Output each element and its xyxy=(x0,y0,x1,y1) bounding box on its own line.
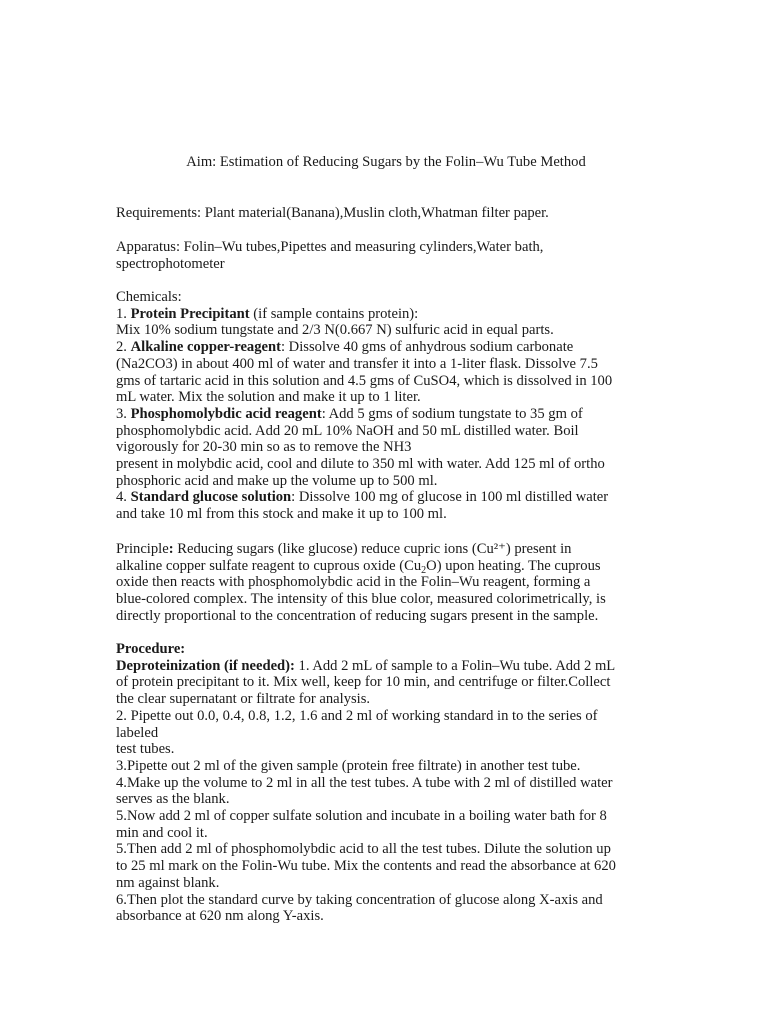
chemical-item-4 xyxy=(116,489,656,506)
step-text: 1. Add 2 mL of sample to a Folin–Wu tube. Add 2 mL xyxy=(294,657,616,674)
item-number: 4. xyxy=(116,489,131,506)
item-text: : Dissolve 100 mg of glucose in 100 ml distilled water xyxy=(291,489,609,506)
chemical-item-line: present in molybdic acid, cool and dilute to 350 ml with water. Add 125 ml of ortho xyxy=(116,456,605,473)
procedure-line: serves as the blank. xyxy=(116,791,230,808)
principle-section xyxy=(116,541,656,625)
procedure-line: of protein precipitant to it. Mix well, keep for 10 min, and centrifuge or filter.Collect xyxy=(116,674,611,691)
apparatus-line: Apparatus: Folin–Wu tubes,Pipettes and measuring cylinders,Water bath, xyxy=(116,239,544,255)
principle-line: oxide then reacts with phosphomolybdic acid in the Folin–Wu reagent, forming a xyxy=(116,574,591,591)
chemical-item-3 xyxy=(116,406,656,423)
procedure-step-5a: 5.Now add 2 ml of copper sulfate solution and incubate in a boiling water bath for 8 xyxy=(116,808,607,825)
procedure-step-1 xyxy=(116,658,656,675)
procedure-step-4: 4.Make up the volume to 2 ml in all the test tubes. A tube with 2 ml of distilled water xyxy=(116,774,613,791)
chemical-item-line: phosphomolybdic acid. Add 20 mL 10% NaOH and 50 mL distilled water. Boil xyxy=(116,422,579,439)
step-label: Deproteinization (if needed): xyxy=(116,657,295,674)
item-number: 3. xyxy=(116,405,131,422)
chemical-item-line: Mix 10% sodium tungstate and 2/3 N(0.667 N) sulfuric acid in equal parts. xyxy=(116,322,554,339)
chemical-item-line: (Na2CO3) in about 400 ml of water and transfer it into a 1-liter flask. Dissolve 7.5 xyxy=(116,355,598,372)
principle-line xyxy=(116,558,656,575)
procedure-step-5b: 5.Then add 2 ml of phosphomolybdic acid to all the test tubes. Dilute the solution up xyxy=(116,841,611,858)
procedure-step-3: 3.Pipette out 2 ml of the given sample (protein free filtrate) in another test tube. xyxy=(116,757,581,774)
apparatus-line: spectrophotometer xyxy=(116,255,225,272)
chemical-item-line: mL water. Mix the solution and make it up to 1 liter. xyxy=(116,389,421,406)
procedure-line: to 25 ml mark on the Folin-Wu tube. Mix the contents and read the absorbance at 620 xyxy=(116,858,616,875)
chemical-item-line: vigorously for 20-30 min so as to remove the NH3 xyxy=(116,439,412,456)
chemical-item-line: phosphoric acid and make up the volume up to 500 ml. xyxy=(116,472,438,489)
item-name: Alkaline copper-reagent xyxy=(130,339,281,356)
apparatus-section xyxy=(116,239,656,272)
chemical-item-line: gms of tartaric acid in this solution and 4.5 gms of CuSO4, which is dissolved in 100 xyxy=(116,372,613,389)
subscript-two: 2 xyxy=(421,564,427,576)
item-text: : Dissolve 40 gms of anhydrous sodium carbonate xyxy=(280,339,574,356)
principle-text: O) upon heating. The cuprous xyxy=(426,557,601,574)
procedure-line: nm against blank. xyxy=(116,874,220,891)
procedure-step-6: 6.Then plot the standard curve by taking concentration of glucose along X-axis and xyxy=(116,891,603,908)
procedure-line: the clear supernatant or filtrate for analysis. xyxy=(116,691,371,708)
item-number: 2. xyxy=(116,339,131,356)
item-text: (if sample contains protein): xyxy=(249,305,419,322)
principle-line: directly proportional to the concentration of reducing sugars present in the sample. xyxy=(116,607,599,624)
principle-label: Principle xyxy=(116,541,169,557)
item-name: Standard glucose solution xyxy=(130,489,292,506)
item-number: 1. xyxy=(116,305,131,322)
principle-text: alkaline copper sulfate reagent to cuprous oxide (Cu xyxy=(116,557,422,574)
chemical-item-2 xyxy=(116,339,656,356)
page-title: Aim: Estimation of Reducing Sugars by the Folin–Wu Tube Method xyxy=(186,154,586,170)
requirements-section xyxy=(116,205,656,222)
chemicals-section xyxy=(116,289,656,523)
principle-text: Reducing sugars (like glucose) reduce cupric ions (Cu²⁺) present in xyxy=(173,541,572,557)
procedure-line: min and cool it. xyxy=(116,824,208,841)
principle-line: blue-colored complex. The intensity of this blue color, measured colorimetrically, is xyxy=(116,591,606,608)
procedure-heading-text: Procedure: xyxy=(116,641,186,657)
item-name: Phosphomolybdic acid reagent xyxy=(130,405,322,422)
procedure-heading xyxy=(116,641,656,658)
procedure-line: test tubes. xyxy=(116,741,175,758)
chemical-item-line: and take 10 ml from this stock and make it up to 100 ml. xyxy=(116,506,447,523)
procedure-line: labeled xyxy=(116,724,159,741)
procedure-step-2: 2. Pipette out 0.0, 0.4, 0.8, 1.2, 1.6 and 2 ml of working standard in to the series of xyxy=(116,707,598,724)
principle-line xyxy=(116,541,656,558)
item-text: : Add 5 gms of sodium tungstate to 35 gm of xyxy=(321,405,583,422)
procedure-section xyxy=(116,641,656,925)
procedure-line: absorbance at 620 nm along Y-axis. xyxy=(116,908,324,925)
item-name: Protein Precipitant xyxy=(130,305,250,322)
chemical-item-1 xyxy=(116,306,656,323)
principle-colon: : xyxy=(168,541,174,557)
chemicals-heading: Chemicals: xyxy=(116,289,182,305)
requirements-text: Requirements: Plant material(Banana),Muslin cloth,Whatman filter paper. xyxy=(116,205,549,221)
